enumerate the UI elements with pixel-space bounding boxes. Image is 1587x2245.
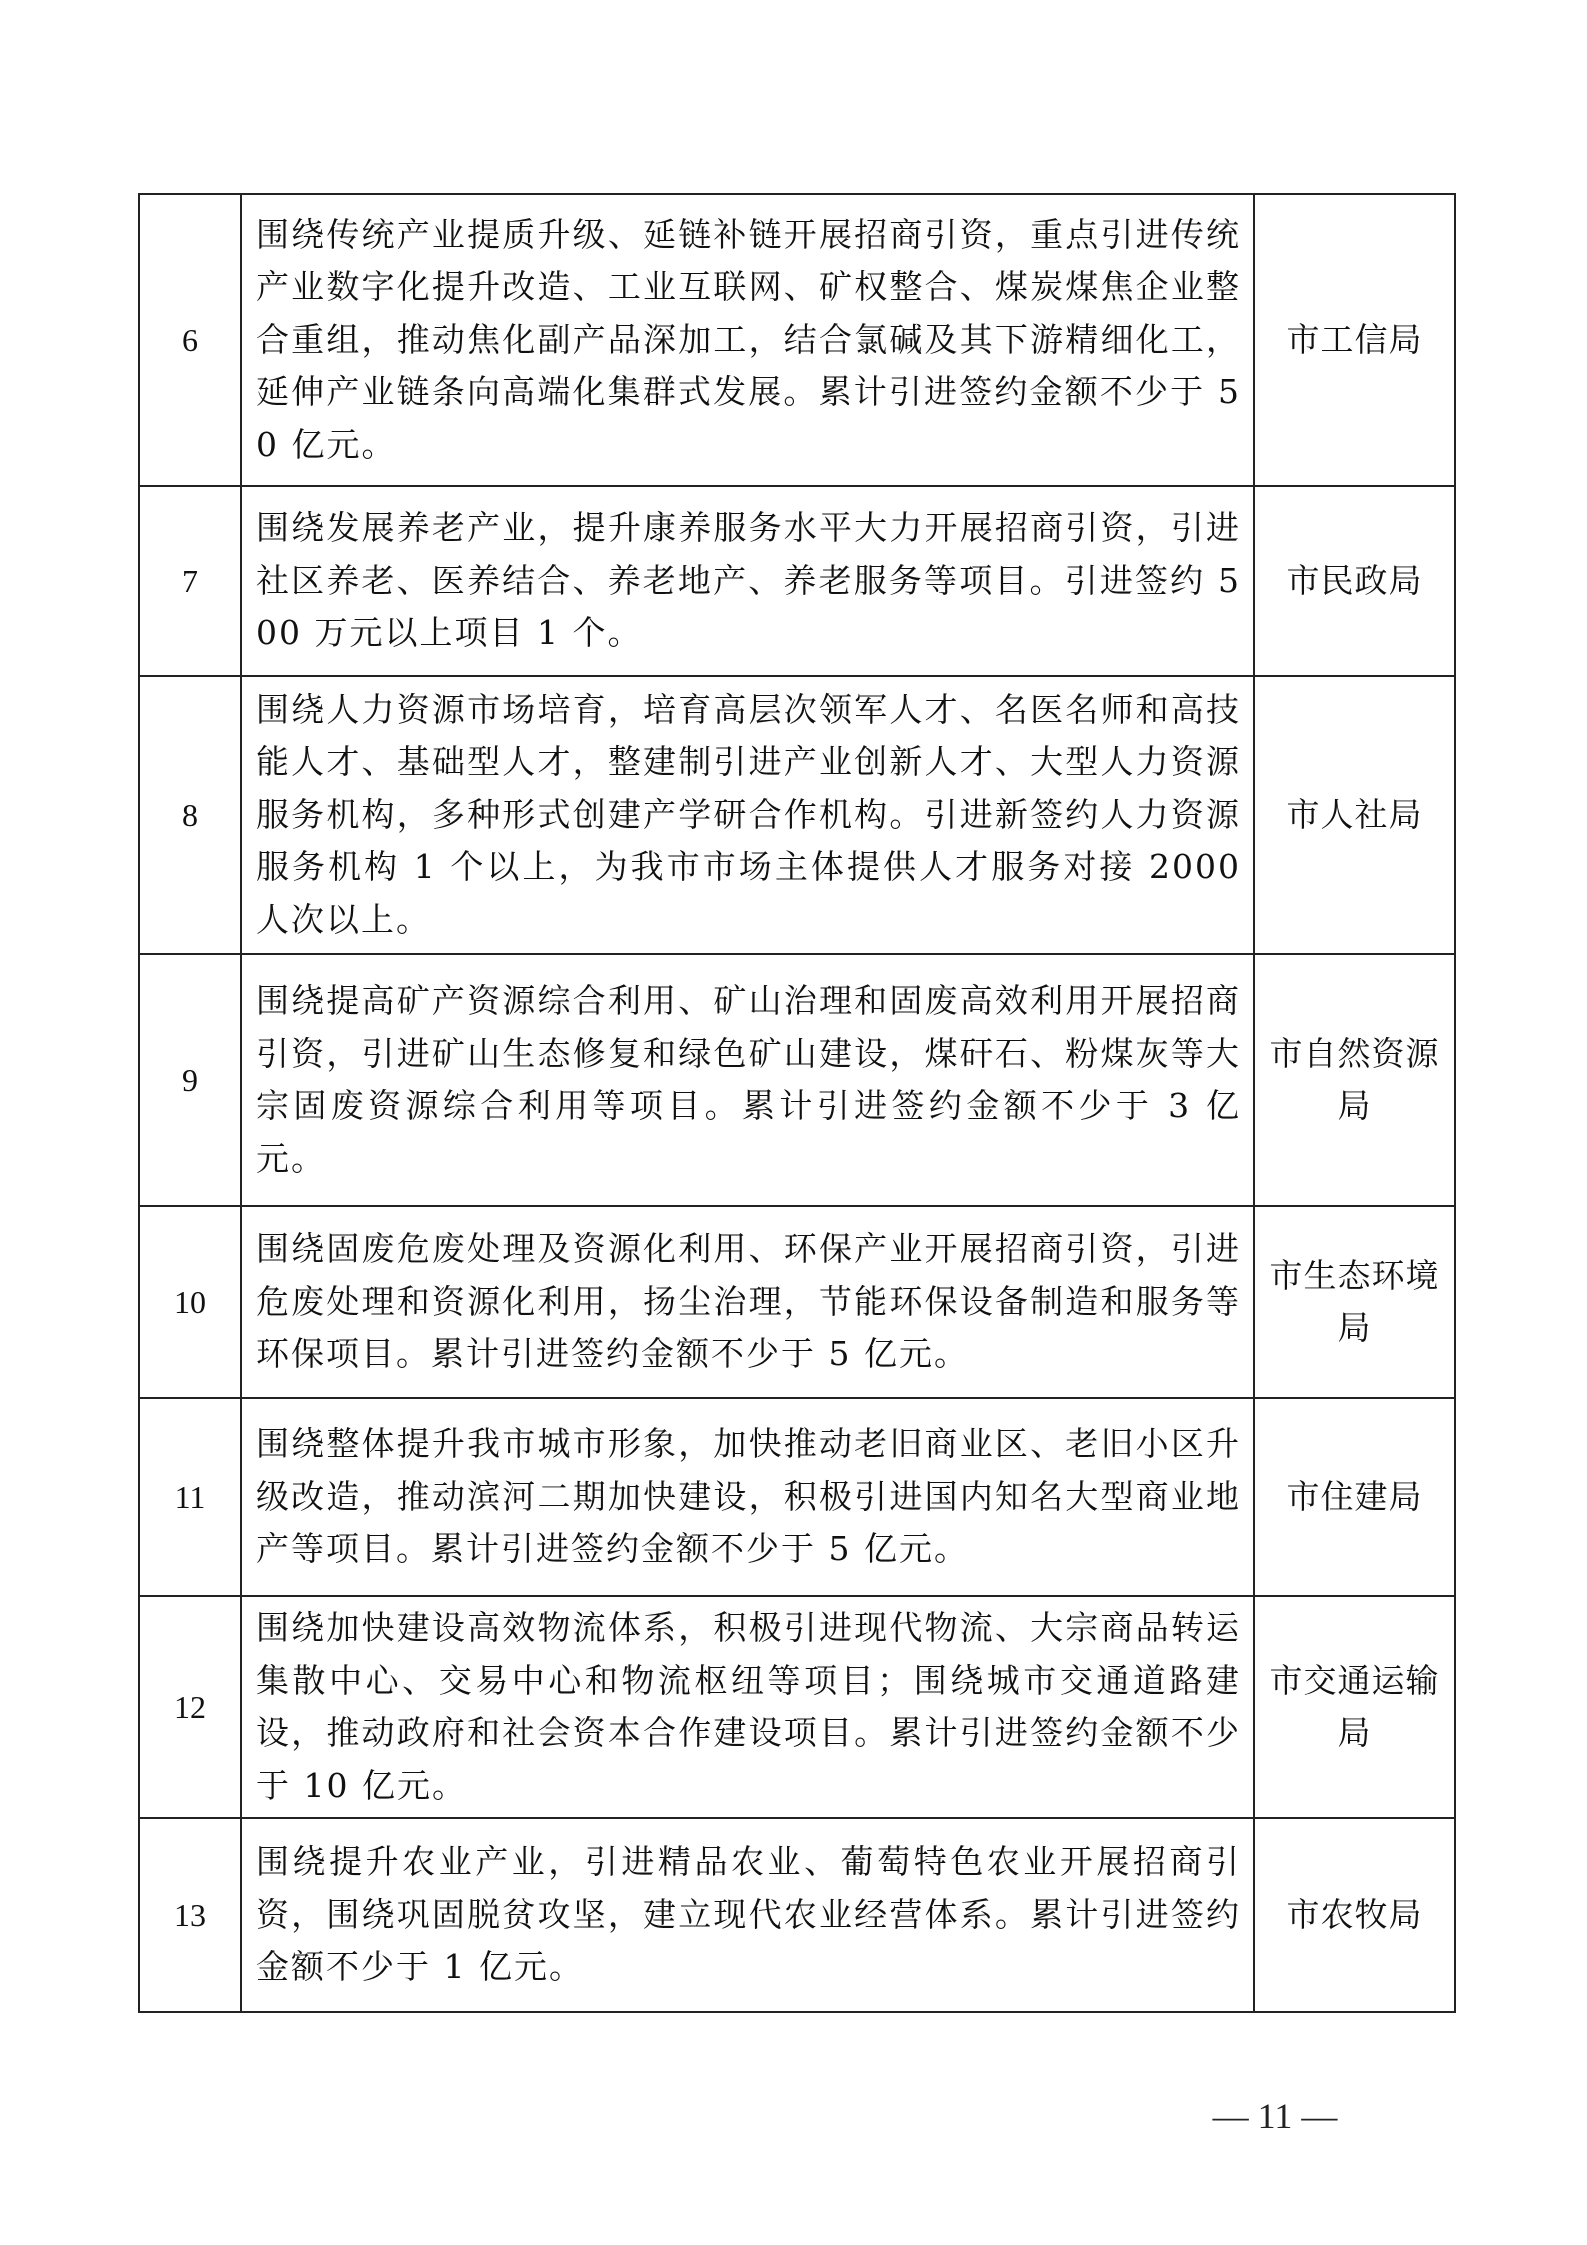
task-description: 围绕提高矿产资源综合利用、矿山治理和固废高效利用开展招商引资，引进矿山生态修复和绿色矿山建设，煤矸石、粉煤灰等大宗固废资源综合利用等项目。累计引进签约金额不少于 3 亿元。 xyxy=(241,954,1254,1206)
table-row xyxy=(139,194,1455,486)
table-row xyxy=(139,1206,1455,1398)
responsible-department: 市交通运输局 xyxy=(1254,1596,1455,1818)
row-number: 13 xyxy=(139,1818,241,2012)
row-number: 11 xyxy=(139,1398,241,1596)
task-description: 围绕人力资源市场培育，培育高层次领军人才、名医名师和高技能人才、基础型人才，整建制引进产业创新人才、大型人力资源服务机构，多种形式创建产学研合作机构。引进新签约人力资源服务机构 1 个以上，为我市市场主体提供人才服务对接 2000 人次以上。 xyxy=(241,676,1254,954)
page-number: — 11 — xyxy=(1212,2096,1338,2136)
row-number: 9 xyxy=(139,954,241,1206)
row-number: 6 xyxy=(139,194,241,486)
task-table xyxy=(138,193,1456,2013)
table-row xyxy=(139,1596,1455,1818)
responsible-department: 市人社局 xyxy=(1254,676,1455,954)
task-description: 围绕加快建设高效物流体系，积极引进现代物流、大宗商品转运集散中心、交易中心和物流枢纽等项目；围绕城市交通道路建设，推动政府和社会资本合作建设项目。累计引进签约金额不少于 10 亿元。 xyxy=(241,1596,1254,1818)
responsible-department: 市民政局 xyxy=(1254,486,1455,676)
row-number: 7 xyxy=(139,486,241,676)
row-number: 12 xyxy=(139,1596,241,1818)
responsible-department: 市农牧局 xyxy=(1254,1818,1455,2012)
task-description: 围绕传统产业提质升级、延链补链开展招商引资，重点引进传统产业数字化提升改造、工业互联网、矿权整合、煤炭煤焦企业整合重组，推动焦化副产品深加工，结合氯碱及其下游精细化工，延伸产业链条向高端化集群式发展。累计引进签约金额不少于 50 亿元。 xyxy=(241,194,1254,486)
table-row xyxy=(139,1398,1455,1596)
table-row xyxy=(139,1818,1455,2012)
table-row xyxy=(139,486,1455,676)
task-description: 围绕提升农业产业，引进精品农业、葡萄特色农业开展招商引资，围绕巩固脱贫攻坚，建立现代农业经营体系。累计引进签约金额不少于 1 亿元。 xyxy=(241,1818,1254,2012)
responsible-department: 市工信局 xyxy=(1254,194,1455,486)
task-description: 围绕发展养老产业，提升康养服务水平大力开展招商引资，引进社区养老、医养结合、养老地产、养老服务等项目。引进签约 500 万元以上项目 1 个。 xyxy=(241,486,1254,676)
table-row xyxy=(139,676,1455,954)
task-description: 围绕整体提升我市城市形象，加快推动老旧商业区、老旧小区升级改造，推动滨河二期加快建设，积极引进国内知名大型商业地产等项目。累计引进签约金额不少于 5 亿元。 xyxy=(241,1398,1254,1596)
responsible-department: 市住建局 xyxy=(1254,1398,1455,1596)
row-number: 8 xyxy=(139,676,241,954)
row-number: 10 xyxy=(139,1206,241,1398)
table-row xyxy=(139,954,1455,1206)
responsible-department: 市自然资源局 xyxy=(1254,954,1455,1206)
task-description: 围绕固废危废处理及资源化利用、环保产业开展招商引资，引进危废处理和资源化利用，扬尘治理，节能环保设备制造和服务等环保项目。累计引进签约金额不少于 5 亿元。 xyxy=(241,1206,1254,1398)
responsible-department: 市生态环境局 xyxy=(1254,1206,1455,1398)
